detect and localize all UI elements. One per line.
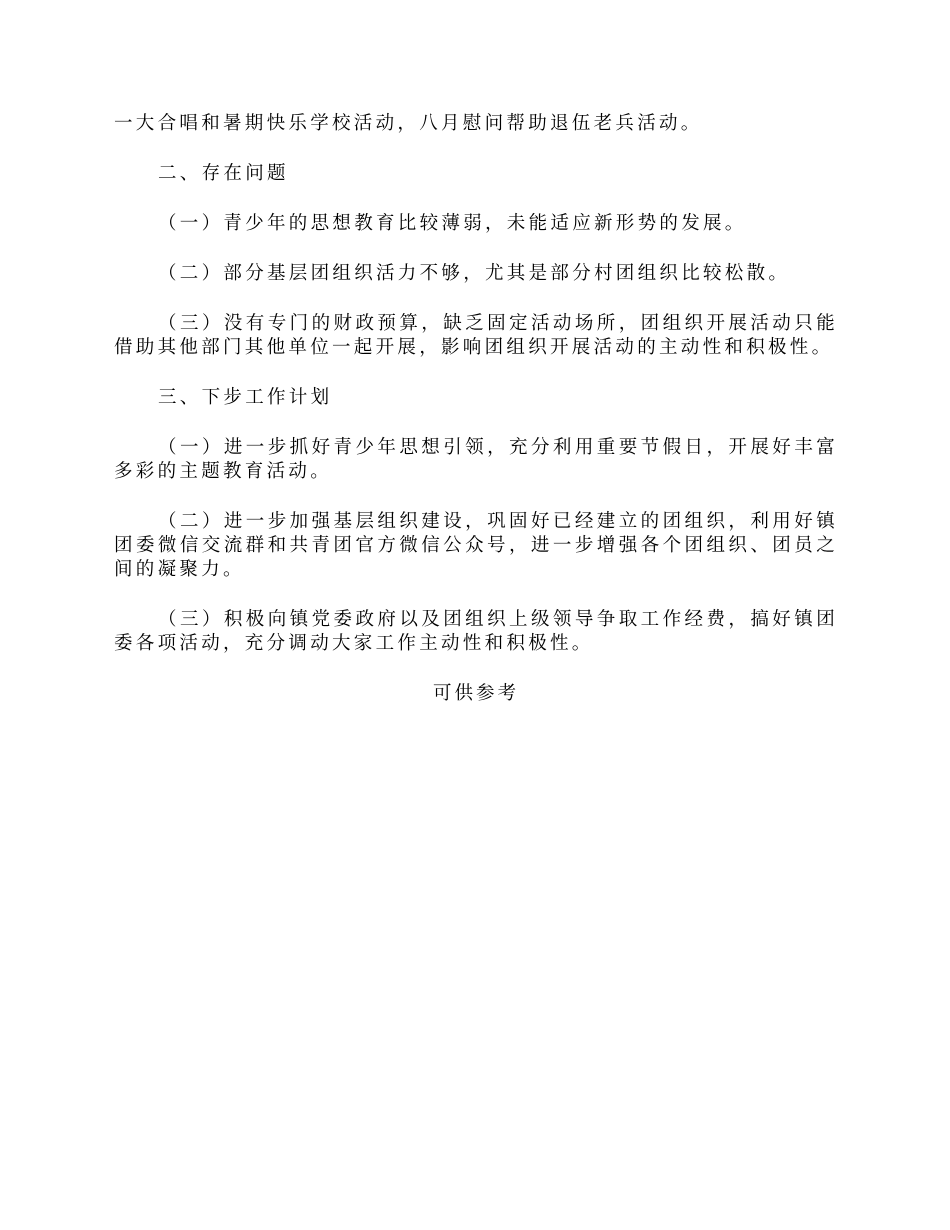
paragraph-continuation: 一大合唱和暑期快乐学校活动，八月慰问帮助退伍老兵活动。 [114,113,703,134]
problem-item-2: （二）部分基层团组织活力不够，尤其是部分村团组织比较松散。 [158,263,791,284]
plan-item-3: （三）积极向镇党委政府以及团组织上级领导争取工作经费，搞好镇团委各项活动，充分调动大家工作主动性和积极性。 [114,609,838,654]
plan-item-1: （一）进一步抓好青少年思想引领，充分利用重要节假日，开展好丰富多彩的主题教育活动。 [114,437,838,482]
section-heading-problems: 二、存在问题 [158,163,289,184]
closing-note: 可供参考 [432,683,519,704]
document-body [114,112,838,706]
plan-item-2: （二）进一步加强基层组织建设，巩固好已经建立的团组织，利用好镇团委微信交流群和共青团官方微信公众号，进一步增强各个团组织、团员之间的凝聚力。 [114,511,838,580]
section-heading-plan: 三、下步工作计划 [158,387,333,408]
problem-item-1: （一）青少年的思想教育比较薄弱，未能适应新形势的发展。 [158,213,747,234]
problem-item-3: （三）没有专门的财政预算，缺乏固定活动场所，团组织开展活动只能借助其他部门其他单位一起开展，影响团组织开展活动的主动性和积极性。 [114,313,838,358]
